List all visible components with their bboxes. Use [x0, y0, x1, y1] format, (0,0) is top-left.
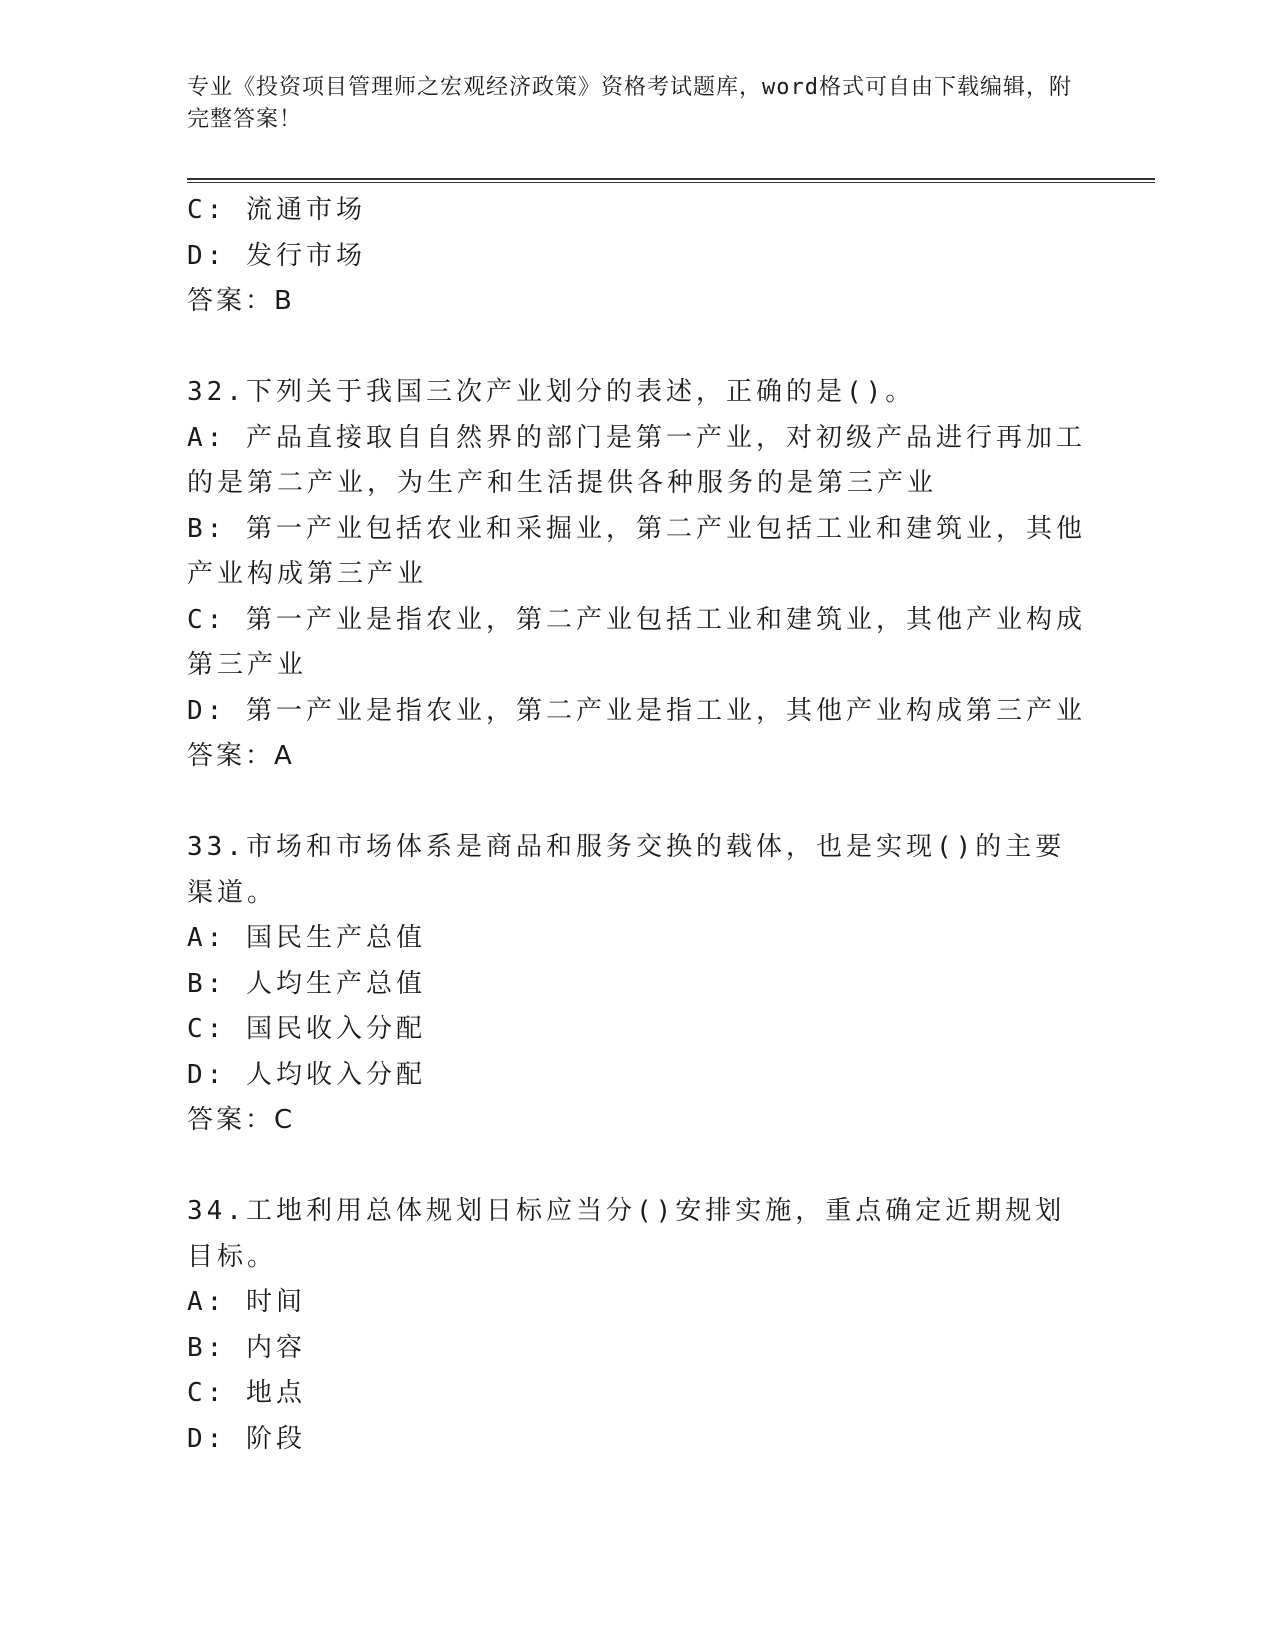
spacer: [187, 780, 1087, 826]
document-body: [187, 188, 1087, 1462]
option-b: B: 第一产业包括农业和采掘业，第二产业包括工业和建筑业，其他产业构成第三产业: [187, 513, 1086, 589]
question-34: [187, 1189, 1087, 1462]
answer-line: 答案：B: [187, 286, 295, 316]
question-text: 33.市场和市场体系是商品和服务交换的载体，也是实现()的主要渠道。: [187, 832, 1066, 908]
option-b: B: 人均生产总值: [187, 968, 426, 999]
option-b: B: 内容: [187, 1332, 306, 1363]
question-32: [187, 370, 1087, 780]
answer-line: 答案：C: [187, 1105, 296, 1135]
header-divider: [187, 178, 1155, 183]
spacer: [187, 1144, 1087, 1190]
option-a: A: 时间: [187, 1287, 306, 1317]
continued-question: [187, 188, 1087, 325]
option-d: D: 阶段: [187, 1423, 306, 1454]
question-33: [187, 825, 1087, 1144]
option-d: D: 人均收入分配: [187, 1059, 426, 1090]
spacer: [187, 325, 1087, 371]
page-header: 专业《投资项目管理师之宏观经济政策》资格考试题库，word格式可自由下载编辑，附完整答案！: [187, 75, 1072, 132]
option-d: D: 发行市场: [187, 240, 366, 271]
option-a: A: 国民生产总值: [187, 923, 426, 953]
question-text: 32.下列关于我国三次产业划分的表述，正确的是()。: [187, 377, 916, 407]
option-c: C: 国民收入分配: [187, 1014, 426, 1044]
option-d: D: 第一产业是指农业，第二产业是指工业，其他产业构成第三产业: [187, 695, 1086, 726]
option-c: C: 地点: [187, 1378, 306, 1408]
option-c: C: 第一产业是指农业，第二产业包括工业和建筑业，其他产业构成第三产业: [187, 604, 1086, 680]
option-a: A: 产品直接取自自然界的部门是第一产业，对初级产品进行再加工的是第二产业，为生产和生活提供各种服务的是第三产业: [187, 422, 1086, 498]
answer-line: 答案：A: [187, 741, 295, 771]
option-c: C: 流通市场: [187, 195, 366, 225]
question-text: 34.工地利用总体规划日标应当分()安排实施，重点确定近期规划目标。: [187, 1196, 1066, 1272]
